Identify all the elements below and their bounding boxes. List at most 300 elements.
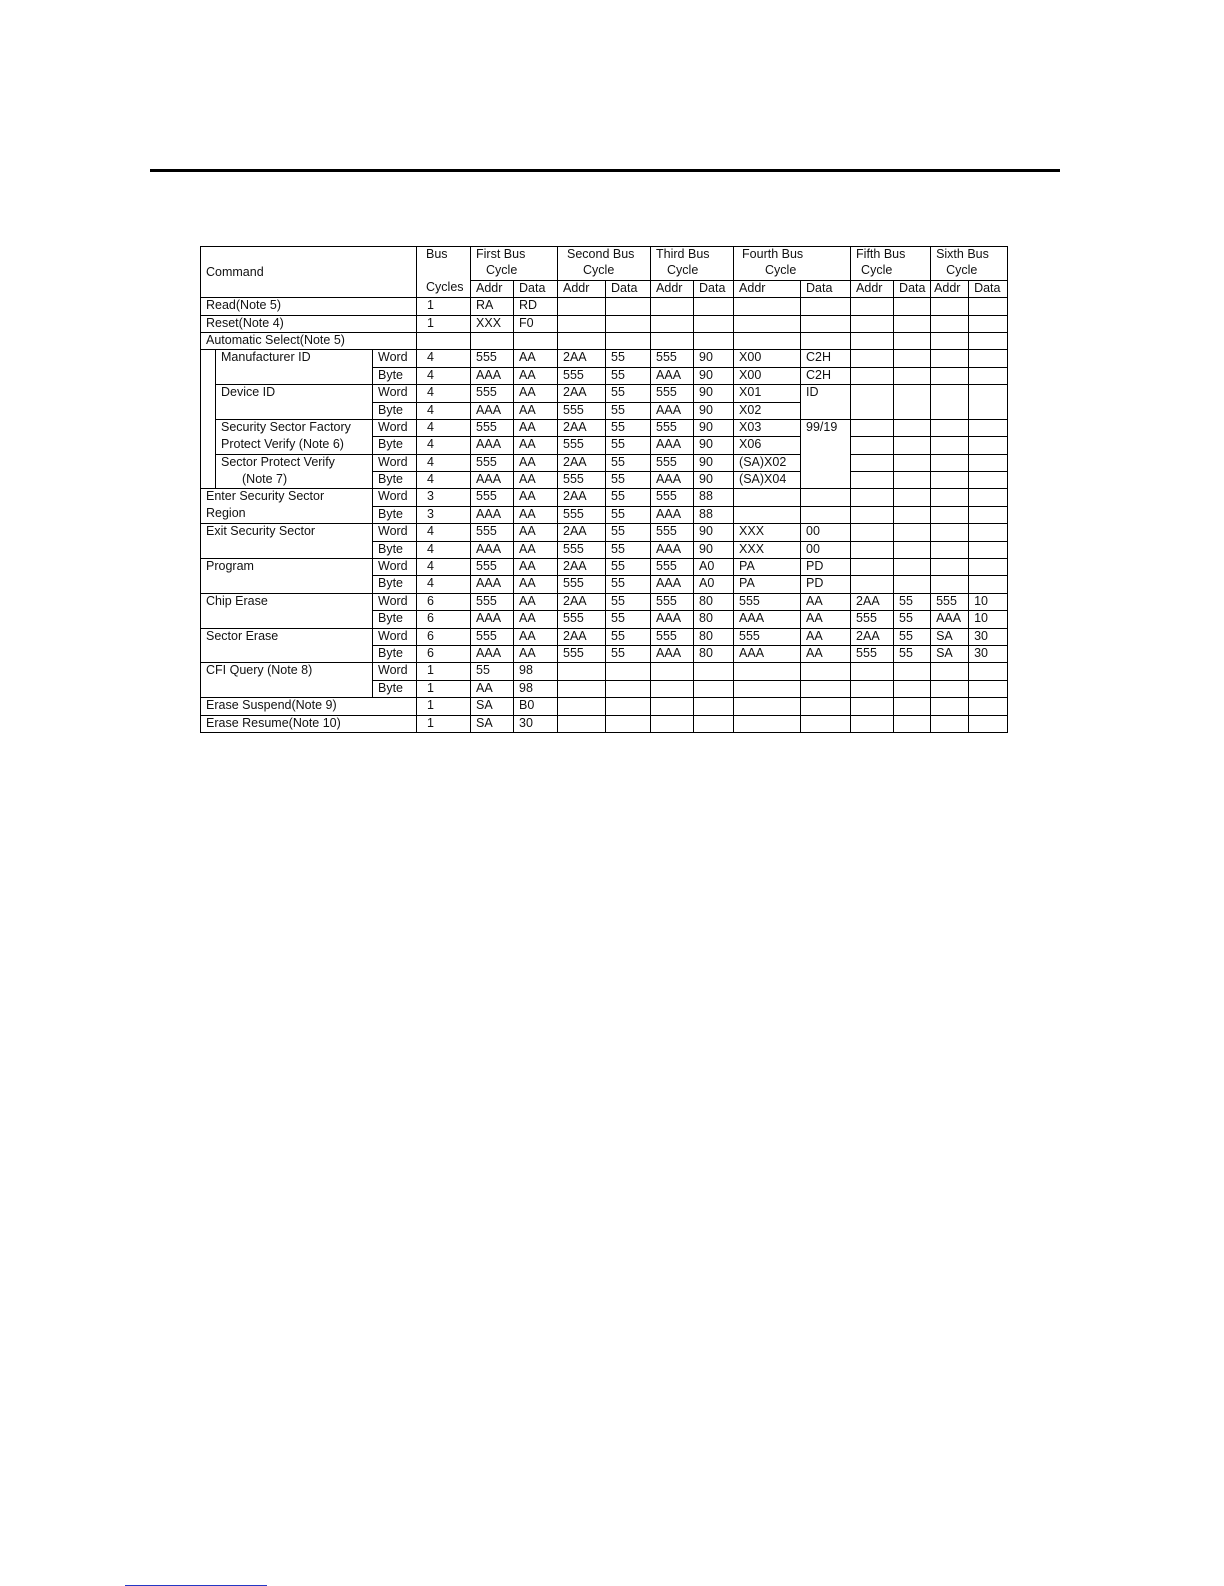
cell-data: 55 (606, 350, 651, 367)
cell-empty (969, 506, 1008, 523)
cell-data: 90 (694, 419, 734, 436)
cell-addr: AAA (471, 506, 514, 523)
cell-empty (969, 524, 1008, 541)
header-fourth-bus: Fourth Bus (734, 247, 851, 264)
cell-empty (851, 298, 894, 315)
cell-data: 55 (606, 541, 651, 558)
cell-cycles: 4 (417, 437, 471, 454)
cell-empty (931, 385, 969, 420)
cell-empty (734, 506, 801, 523)
cell-addr: 2AA (558, 628, 606, 645)
cell-data: ID (801, 385, 851, 420)
cell-command: CFI Query (Note 8) (201, 663, 373, 698)
cell-empty (606, 715, 651, 732)
cell-empty (894, 559, 931, 576)
cell-cycles: 6 (417, 645, 471, 662)
cell-empty (694, 680, 734, 697)
cell-addr: 55 (471, 663, 514, 680)
cell-addr: 555 (851, 645, 894, 662)
cell-mode: Word (373, 593, 417, 610)
cell-empty (894, 332, 931, 349)
cell-empty (931, 350, 969, 367)
cell-cycles: 4 (417, 541, 471, 558)
cell-addr: AAA (651, 576, 694, 593)
cell-addr: 2AA (851, 628, 894, 645)
cell-empty (734, 680, 801, 697)
cell-data: 55 (606, 611, 651, 628)
cell-empty (801, 489, 851, 506)
header-data-6: Data (969, 280, 1008, 297)
cell-data: 90 (694, 524, 734, 541)
cell-cycles: 4 (417, 419, 471, 436)
cell-addr: 2AA (558, 454, 606, 471)
header-first-cycle: Cycle (471, 263, 558, 280)
cell-addr: AAA (471, 472, 514, 489)
cell-empty (651, 315, 694, 332)
header-addr-3: Addr (651, 280, 694, 297)
cell-addr: AAA (651, 611, 694, 628)
cell-cycles: 4 (417, 367, 471, 384)
cell-empty (931, 698, 969, 715)
cell-empty (801, 332, 851, 349)
cell-cycles: 4 (417, 576, 471, 593)
cell-addr: AAA (931, 611, 969, 628)
cell-command: Program (201, 559, 373, 594)
cell-empty (651, 663, 694, 680)
cell-addr: 2AA (558, 350, 606, 367)
table-row (201, 454, 1008, 471)
cell-data: 55 (894, 611, 931, 628)
cell-addr: X03 (734, 419, 801, 436)
cell-addr: X00 (734, 350, 801, 367)
cell-empty (969, 472, 1008, 489)
cell-addr: AAA (471, 611, 514, 628)
cell-cycles: 6 (417, 628, 471, 645)
cell-empty (931, 663, 969, 680)
cell-data: AA (514, 419, 558, 436)
cell-empty (651, 298, 694, 315)
table-row (201, 472, 1008, 489)
cell-data: 55 (606, 437, 651, 454)
cell-empty (851, 715, 894, 732)
cell-empty (969, 367, 1008, 384)
cell-empty (851, 419, 894, 436)
cell-empty (694, 715, 734, 732)
cell-empty (606, 332, 651, 349)
cell-empty (558, 698, 606, 715)
cell-empty (801, 680, 851, 697)
table-row (201, 559, 1008, 576)
cell-empty (851, 472, 894, 489)
header-data-1: Data (514, 280, 558, 297)
cell-cycles: 4 (417, 472, 471, 489)
cell-data: 55 (606, 402, 651, 419)
cell-empty (851, 489, 894, 506)
cell-cycles: 4 (417, 402, 471, 419)
cell-addr: AAA (471, 541, 514, 558)
autoselect-indent-bar (201, 350, 216, 489)
table-row (201, 506, 1008, 523)
cell-command: Automatic Select(Note 5) (201, 332, 417, 349)
cell-data: 55 (606, 576, 651, 593)
cell-addr: 2AA (558, 524, 606, 541)
table-row (201, 628, 1008, 645)
cell-empty (931, 454, 969, 471)
cell-empty (894, 298, 931, 315)
cell-cycles: 4 (417, 524, 471, 541)
cell-data: 90 (694, 402, 734, 419)
cell-addr: RA (471, 298, 514, 315)
cell-empty (417, 332, 471, 349)
cell-data: AA (514, 402, 558, 419)
cell-empty (894, 698, 931, 715)
cell-command: Erase Suspend(Note 9) (201, 698, 417, 715)
cell-data: RD (514, 298, 558, 315)
cell-data: AA (514, 611, 558, 628)
cell-data: 55 (606, 489, 651, 506)
cell-empty (801, 663, 851, 680)
cell-cycles: 1 (417, 715, 471, 732)
cell-empty (734, 698, 801, 715)
cell-mode: Byte (373, 576, 417, 593)
cell-command: Protect Verify (Note 6) (216, 437, 373, 454)
header-data-5: Data (894, 280, 931, 297)
cell-addr: SA (931, 645, 969, 662)
cell-addr: 2AA (558, 559, 606, 576)
cell-empty (606, 698, 651, 715)
cell-data: 80 (694, 611, 734, 628)
cell-data: 98 (514, 680, 558, 697)
cell-addr: AAA (734, 611, 801, 628)
cell-data: 30 (514, 715, 558, 732)
cell-empty (694, 663, 734, 680)
cell-cycles: 4 (417, 350, 471, 367)
cell-cycles: 1 (417, 698, 471, 715)
cell-addr: 2AA (851, 593, 894, 610)
cell-addr: 555 (558, 367, 606, 384)
cell-addr: 555 (471, 489, 514, 506)
cell-data: AA (514, 541, 558, 558)
cell-cycles: 4 (417, 385, 471, 402)
table-row (201, 350, 1008, 367)
table-row (201, 385, 1008, 402)
cell-addr: AAA (471, 437, 514, 454)
cell-empty (969, 350, 1008, 367)
cell-empty (606, 315, 651, 332)
command-table (200, 246, 1008, 733)
cell-data: 55 (606, 645, 651, 662)
cell-empty (851, 437, 894, 454)
header-fourth-cycle: Cycle (734, 263, 851, 280)
cell-empty (801, 315, 851, 332)
cell-data: 30 (969, 628, 1008, 645)
cell-data: PD (801, 559, 851, 576)
cell-data: AA (514, 489, 558, 506)
cell-command: Reset(Note 4) (201, 315, 417, 332)
cell-mode: Byte (373, 472, 417, 489)
cell-empty (931, 524, 969, 541)
cell-empty (969, 576, 1008, 593)
cell-addr: 555 (471, 350, 514, 367)
cell-empty (969, 559, 1008, 576)
cell-addr: PA (734, 559, 801, 576)
cell-addr: 555 (471, 524, 514, 541)
header-addr-5: Addr (851, 280, 894, 297)
cell-data: 55 (606, 559, 651, 576)
header-cycles: Cycles (417, 280, 471, 297)
cell-data: 55 (606, 385, 651, 402)
cell-mode: Byte (373, 645, 417, 662)
cell-empty (851, 367, 894, 384)
cell-empty (606, 663, 651, 680)
cell-empty (851, 680, 894, 697)
cell-data: 10 (969, 611, 1008, 628)
cell-addr: AAA (471, 576, 514, 593)
cell-empty (931, 715, 969, 732)
cell-data: 55 (606, 367, 651, 384)
cell-empty (801, 298, 851, 315)
cell-empty (894, 715, 931, 732)
header-bus: Bus (417, 247, 471, 264)
cell-command: Device ID (216, 385, 373, 420)
cell-addr: 555 (471, 419, 514, 436)
cell-cycles: 1 (417, 680, 471, 697)
cell-addr: (SA)X04 (734, 472, 801, 489)
cell-addr: SA (471, 715, 514, 732)
cell-empty (894, 367, 931, 384)
cell-data: 80 (694, 593, 734, 610)
cell-empty (851, 576, 894, 593)
cell-addr: PA (734, 576, 801, 593)
table-row (201, 315, 1008, 332)
cell-mode: Word (373, 419, 417, 436)
cell-addr: 555 (471, 628, 514, 645)
cell-empty (651, 698, 694, 715)
table-row (201, 437, 1008, 454)
cell-addr: 555 (558, 437, 606, 454)
cell-empty (734, 315, 801, 332)
cell-empty (558, 680, 606, 697)
cell-data: AA (514, 385, 558, 402)
cell-addr: SA (471, 698, 514, 715)
header-addr-1: Addr (471, 280, 514, 297)
cell-addr: 555 (931, 593, 969, 610)
cell-addr: 555 (471, 559, 514, 576)
table-row (201, 524, 1008, 541)
cell-addr: 555 (651, 350, 694, 367)
cell-command: (Note 7) (216, 472, 373, 489)
cell-empty (931, 332, 969, 349)
header-third-bus: Third Bus (651, 247, 734, 264)
cell-mode: Word (373, 385, 417, 402)
cell-empty (931, 472, 969, 489)
cell-data: 90 (694, 472, 734, 489)
cell-empty (894, 489, 931, 506)
cell-empty (851, 541, 894, 558)
cell-empty (801, 506, 851, 523)
cell-data: AA (801, 593, 851, 610)
cell-addr: 555 (558, 506, 606, 523)
table-row (201, 489, 1008, 506)
cell-data: AA (514, 437, 558, 454)
cell-empty (931, 419, 969, 436)
header-row-1 (201, 247, 1008, 264)
cell-empty (734, 489, 801, 506)
cell-data: AA (801, 611, 851, 628)
cell-command: Manufacturer ID (216, 350, 373, 385)
header-sixth-bus: Sixth Bus (931, 247, 1008, 264)
header-first-bus: First Bus (471, 247, 558, 264)
cell-addr: 555 (471, 593, 514, 610)
table-row (201, 419, 1008, 436)
cell-cycles: 6 (417, 611, 471, 628)
cell-empty (694, 298, 734, 315)
cell-addr: AAA (651, 367, 694, 384)
cell-addr: 555 (651, 593, 694, 610)
cell-addr: 555 (651, 454, 694, 471)
cell-data: 55 (606, 454, 651, 471)
cell-addr: 555 (651, 385, 694, 402)
cell-empty (514, 332, 558, 349)
cell-empty (931, 541, 969, 558)
cell-addr: (SA)X02 (734, 454, 801, 471)
cell-empty (651, 332, 694, 349)
cell-data: F0 (514, 315, 558, 332)
cell-data: 98 (514, 663, 558, 680)
cell-addr: 555 (651, 489, 694, 506)
cell-addr: 2AA (558, 385, 606, 402)
cell-addr: 555 (651, 559, 694, 576)
cell-addr: 555 (471, 454, 514, 471)
cell-addr: XXX (734, 524, 801, 541)
cell-cycles: 3 (417, 506, 471, 523)
cell-mode: Byte (373, 680, 417, 697)
header-fifth-cycle: Cycle (851, 263, 931, 280)
cell-empty (801, 698, 851, 715)
cell-empty (694, 698, 734, 715)
cell-data: B0 (514, 698, 558, 715)
cell-empty (558, 315, 606, 332)
cell-data: 90 (694, 437, 734, 454)
cell-data: A0 (694, 559, 734, 576)
table-row (201, 698, 1008, 715)
cell-mode: Byte (373, 402, 417, 419)
header-sixth-cycle: Cycle (931, 263, 1008, 280)
cell-addr: 555 (651, 419, 694, 436)
cell-command: Sector Protect Verify (216, 454, 373, 471)
cell-empty (651, 680, 694, 697)
header-addr-6: Addr (931, 280, 969, 297)
cell-data: AA (801, 645, 851, 662)
cell-empty (851, 332, 894, 349)
cell-empty (894, 524, 931, 541)
header-data-3: Data (694, 280, 734, 297)
cell-empty (931, 489, 969, 506)
cell-addr: 2AA (558, 489, 606, 506)
cell-addr: 555 (558, 541, 606, 558)
header-third-cycle: Cycle (651, 263, 734, 280)
cell-addr: 555 (734, 628, 801, 645)
cell-data: AA (514, 628, 558, 645)
cell-empty (894, 506, 931, 523)
cell-addr: 555 (651, 524, 694, 541)
cell-data: 55 (894, 645, 931, 662)
cell-addr: XXX (471, 315, 514, 332)
cell-data: 55 (606, 472, 651, 489)
cell-mode: Word (373, 663, 417, 680)
cell-addr: 555 (558, 402, 606, 419)
cell-data: 55 (606, 628, 651, 645)
cell-empty (851, 454, 894, 471)
header-addr-4: Addr (734, 280, 801, 297)
cell-empty (734, 715, 801, 732)
cell-empty (969, 698, 1008, 715)
cell-addr: 2AA (558, 419, 606, 436)
cell-empty (894, 315, 931, 332)
cell-cycles: 1 (417, 663, 471, 680)
header-bus-cont (417, 263, 471, 280)
cell-empty (851, 663, 894, 680)
cell-empty (851, 350, 894, 367)
cell-mode: Byte (373, 541, 417, 558)
cell-empty (894, 541, 931, 558)
cell-data: AA (514, 559, 558, 576)
cell-addr: AAA (651, 402, 694, 419)
cell-data: 80 (694, 645, 734, 662)
cell-data: 90 (694, 454, 734, 471)
cell-empty (931, 576, 969, 593)
cell-addr: AAA (651, 437, 694, 454)
cell-addr: X02 (734, 402, 801, 419)
cell-command: Chip Erase (201, 593, 373, 628)
cell-empty (694, 315, 734, 332)
cell-empty (851, 698, 894, 715)
cell-data: AA (514, 576, 558, 593)
cell-empty (894, 437, 931, 454)
cell-command: Erase Resume(Note 10) (201, 715, 417, 732)
cell-data: 88 (694, 506, 734, 523)
cell-data: C2H (801, 350, 851, 367)
table-row (201, 715, 1008, 732)
cell-addr: SA (931, 628, 969, 645)
cell-data: 00 (801, 524, 851, 541)
cell-addr: 555 (558, 576, 606, 593)
cell-data: 90 (694, 367, 734, 384)
cell-empty (969, 663, 1008, 680)
cell-empty (558, 715, 606, 732)
cell-empty (851, 385, 894, 420)
cell-addr: AAA (651, 645, 694, 662)
cell-cycles: 4 (417, 559, 471, 576)
cell-empty (606, 680, 651, 697)
cell-empty (931, 437, 969, 454)
cell-addr: 555 (558, 611, 606, 628)
cell-empty (931, 680, 969, 697)
cell-empty (894, 680, 931, 697)
cell-data: C2H (801, 367, 851, 384)
cell-data: AA (514, 593, 558, 610)
cell-data: A0 (694, 576, 734, 593)
cell-command: Exit Security Sector (201, 524, 373, 559)
cell-empty (969, 298, 1008, 315)
cell-data: 90 (694, 350, 734, 367)
cell-addr: 555 (558, 472, 606, 489)
cell-addr: 555 (558, 645, 606, 662)
header-command: Command (201, 247, 417, 298)
cell-data: 90 (694, 385, 734, 402)
cell-addr: X01 (734, 385, 801, 402)
cell-empty (606, 298, 651, 315)
